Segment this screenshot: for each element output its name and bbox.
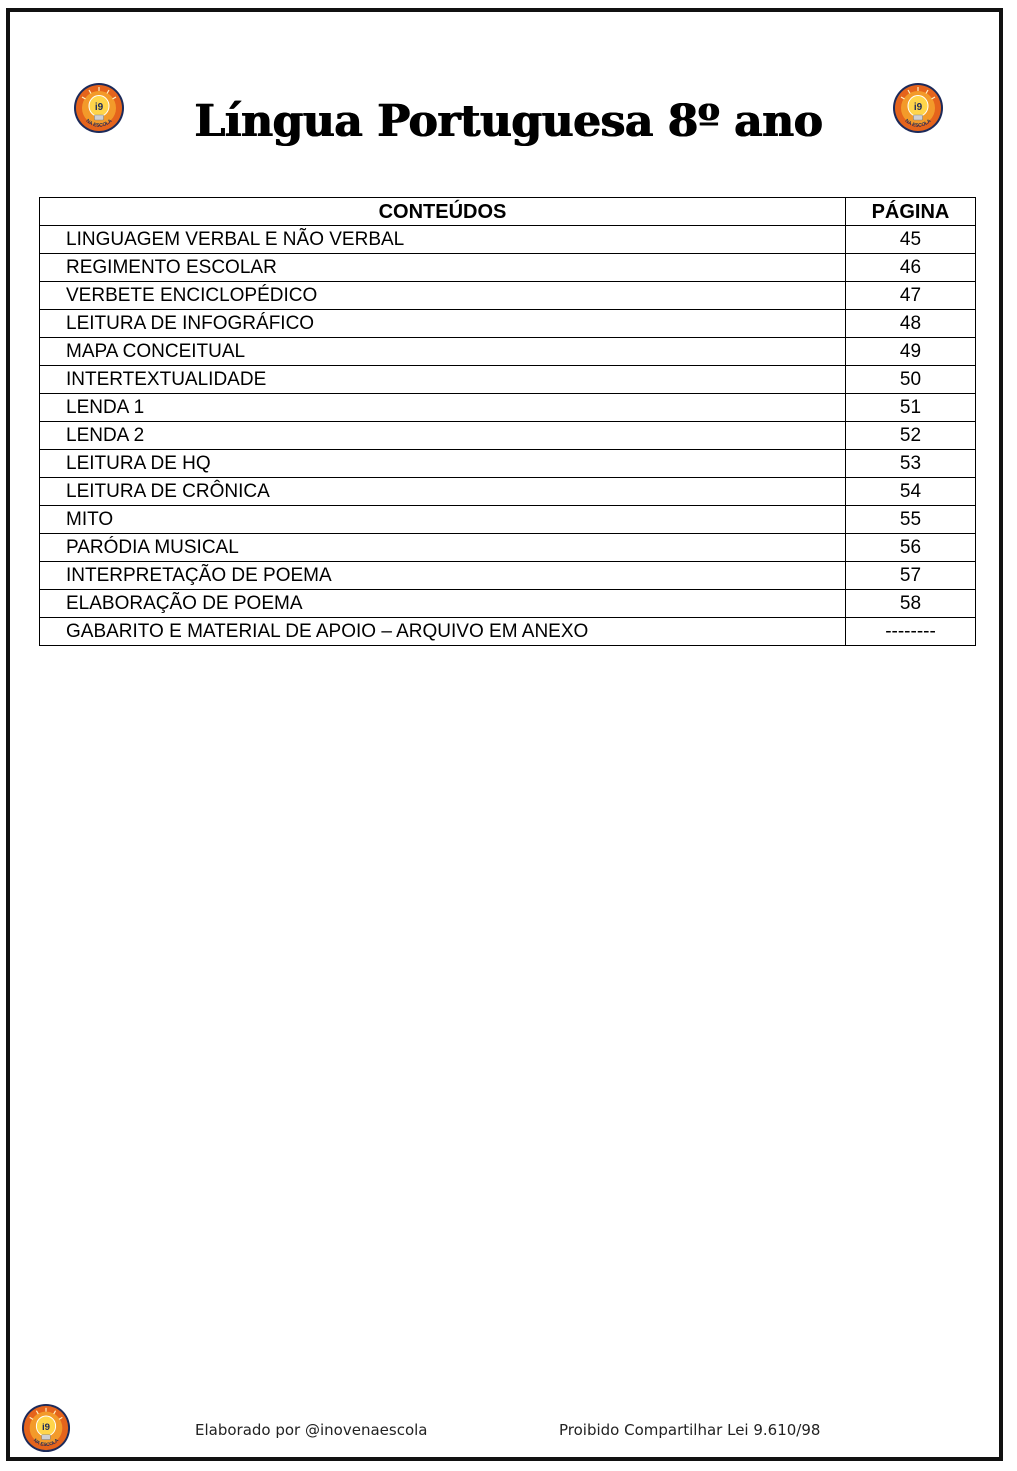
svg-text:NA ESCOLA: NA ESCOLA [903, 118, 933, 129]
contents-table [39, 197, 976, 646]
table-row [40, 590, 976, 618]
table-row [40, 366, 976, 394]
table-row [40, 282, 976, 310]
table-row [40, 478, 976, 506]
svg-text:i9: i9 [94, 102, 104, 113]
row-content: ELABORAÇÃO DE POEMA [40, 590, 846, 618]
row-page: 52 [846, 422, 976, 450]
table-row [40, 254, 976, 282]
row-content: LINGUAGEM VERBAL E NÃO VERBAL [40, 226, 846, 254]
table-row [40, 506, 976, 534]
row-content: LEITURA DE CRÔNICA [40, 478, 846, 506]
svg-text:NA ESCOLA: NA ESCOLA [32, 1438, 60, 1449]
table-row [40, 226, 976, 254]
row-content: REGIMENTO ESCOLAR [40, 254, 846, 282]
table-row [40, 618, 976, 646]
row-content: INTERPRETAÇÃO DE POEMA [40, 562, 846, 590]
row-page: -------- [846, 618, 976, 646]
svg-text:NA ESCOLA: NA ESCOLA [84, 118, 114, 129]
row-content: GABARITO E MATERIAL DE APOIO – ARQUIVO EM ANEXO [40, 618, 846, 646]
row-page: 53 [846, 450, 976, 478]
table-row [40, 534, 976, 562]
footer-rights: Proibido Compartilhar Lei 9.610/98 [559, 1421, 821, 1439]
header-page: PÁGINA [846, 198, 976, 226]
row-page: 49 [846, 338, 976, 366]
row-page: 45 [846, 226, 976, 254]
table-row [40, 310, 976, 338]
row-page: 57 [846, 562, 976, 590]
row-content: LENDA 2 [40, 422, 846, 450]
row-page: 54 [846, 478, 976, 506]
table-row [40, 394, 976, 422]
table-header-row [40, 198, 976, 226]
row-page: 47 [846, 282, 976, 310]
row-page: 48 [846, 310, 976, 338]
header-contents: CONTEÚDOS [40, 198, 846, 226]
row-page: 58 [846, 590, 976, 618]
footer-author: Elaborado por @inovenaescola [195, 1421, 428, 1439]
row-page: 51 [846, 394, 976, 422]
row-content: LENDA 1 [40, 394, 846, 422]
row-content: MITO [40, 506, 846, 534]
table-row [40, 338, 976, 366]
table-row [40, 422, 976, 450]
row-content: PARÓDIA MUSICAL [40, 534, 846, 562]
row-content: INTERTEXTUALIDADE [40, 366, 846, 394]
svg-text:i9: i9 [913, 102, 923, 113]
row-page: 56 [846, 534, 976, 562]
page-title: Língua Portuguesa 8º ano [194, 96, 823, 147]
row-content: LEITURA DE INFOGRÁFICO [40, 310, 846, 338]
i9-logo-icon [21, 1403, 71, 1453]
row-page: 46 [846, 254, 976, 282]
row-content: MAPA CONCEITUAL [40, 338, 846, 366]
row-content: LEITURA DE HQ [40, 450, 846, 478]
row-page: 50 [846, 366, 976, 394]
table-row [40, 562, 976, 590]
row-page: 55 [846, 506, 976, 534]
table-row [40, 450, 976, 478]
svg-text:i9: i9 [41, 1421, 51, 1433]
row-content: VERBETE ENCICLOPÉDICO [40, 282, 846, 310]
